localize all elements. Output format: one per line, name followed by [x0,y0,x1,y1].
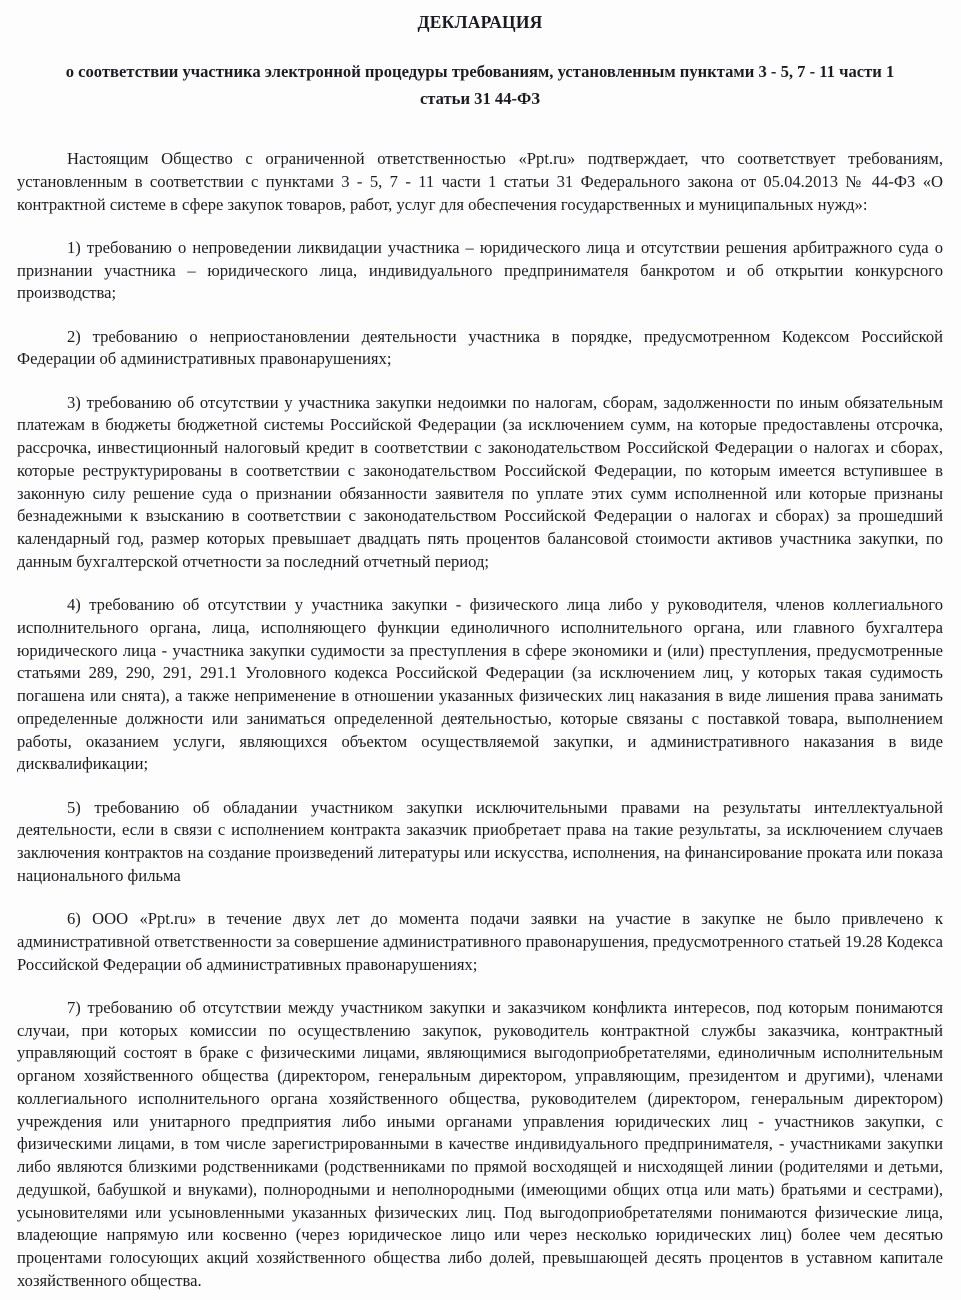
document-subtitle-line-1: о соответствии участника электронной процедуры требованиям, установленным пунктами 3 - 5, 7 - 11 части 1 [65,62,895,81]
paragraph-item-1: 1) требованию о непроведении ликвидации участника – юридического лица и отсутствии решения арбитражного суда о признании участника – юридического лица, индивидуального предпринимателя банкротом и об открытии конкурсного производства; [17,237,943,303]
paragraph-item-3: 3) требованию об отсутствии у участника закупки недоимки по налогам, сборам, задолженности по иным обязательным платежам в бюджеты бюджетной системы Российской Федерации (за исключением сумм, на которые предоставлены отсрочка, рассрочка, инвестиционный налоговый кредит в соответствии с законодательством Российской Федерации о налогах и сборах, которые реструктурированы в соответствии с законодательством Российской Федерации, по которым имеется вступившее в законную силу решение суда о признании обязанности заявителя по уплате этих сумм исполненной или которые признаны безнадежными к взысканию в соответствии с законодательством Российской Федерации о налогах и сборах) за прошедший календарный год, размер которых превышает двадцать пять процентов балансовой стоимости активов участника закупки, по данным бухгалтерской отчетности за последний отчетный период; [17,392,943,571]
document-subtitle [17,33,943,112]
paragraph-intro: Настоящим Общество с ограниченной ответственностью «Ppt.ru» подтверждает, что соответствует требованиям, установленным в соответствии с пунктами 3 - 5, 7 - 11 части 1 статьи 31 Федерального закона от 05.04.2013 № 44-ФЗ «О контрактной системе в сфере закупок товаров, работ, услуг для обеспечения государственных и муниципальных нужд»: [17,149,943,214]
paragraph-item-7: 7) требованию об отсутствии между участником закупки и заказчиком конфликта интересов, под которым понимаются случаи, при которых комиссии по осуществлению закупок, руководитель контрактной службы заказчика, контрактный управляющий состоят в браке с физическими лицами, являющимися выгодоприобретателями, единоличным исполнительным органом хозяйственного общества (директором, генеральным директором, управляющим, президентом и другими), членами коллегиального исполнительного органа хозяйственного общества, руководителем (директором, генеральным директором) учреждения или унитарного предприятия либо иными органами управления юридических лиц - участников закупки, с физическими лицами, в том числе зарегистрированными в качестве индивидуального предпринимателя, - участниками закупки либо являются близкими родственниками (родственниками по прямой восходящей и нисходящей линии (родителями и детьми, дедушкой, бабушкой и внуками), полнородными и неполнородными (имеющими общих отца или мать) братьями и сестрами), усыновителями или усыновленными указанных физических лиц. Под выгодоприобретателями понимаются физические лица, владеющие напрямую или косвенно (через юридическое лицо или через несколько юридических лиц) более чем десятью процентами голосующих акций хозяйственного общества либо долей, превышающей десять процентов в уставном капитале хозяйственного общества. [17,997,943,1290]
document-body [17,112,943,1293]
document-title: ДЕКЛАРАЦИЯ [417,12,543,32]
document-subtitle-line-2: статьи 31 44-ФЗ [419,89,541,108]
paragraph-item-4: 4) требованию об отсутствии у участника закупки - физического лица либо у руководителя, членов коллегиального исполнительного органа, лица, исполняющего функции единоличного исполнительного органа, или главного бухгалтера юридического лица - участника закупки судимости за преступления в сфере экономики и (или) преступления, предусмотренные статьями 289, 290, 291, 291.1 Уголовного кодекса Российской Федерации (за исключением лиц, у которых такая судимость погашена или снята), а также неприменение в отношении указанных физических лиц наказания в виде лишения права занимать определенные должности или заниматься определенной деятельностью, которые связаны с поставкой товара, выполнением работы, оказанием услуги, являющихся объектом осуществляемой закупки, и административного наказания в виде дисквалификации; [17,595,943,774]
paragraph-item-6: 6) ООО «Ppt.ru» в течение двух лет до момента подачи заявки на участие в закупке не было привлечено к административной ответственности за совершение административного правонарушения, предусмотренного статьей 19.28 Кодекса Российской Федерации об административных правонарушениях; [17,909,943,974]
paragraph-item-5: 5) требованию об обладании участником закупки исключительными правами на результаты интеллектуальной деятельности, если в связи с исполнением контракта заказчик приобретает права на такие результаты, за исключением случаев заключения контрактов на создание произведений литературы или искусства, исполнения, на финансирование проката или показа национального фильма [17,797,943,885]
paragraph-item-2: 2) требованию о неприостановлении деятельности участника в порядке, предусмотренном Кодексом Российской Федерации об административных правонарушениях; [17,326,943,369]
